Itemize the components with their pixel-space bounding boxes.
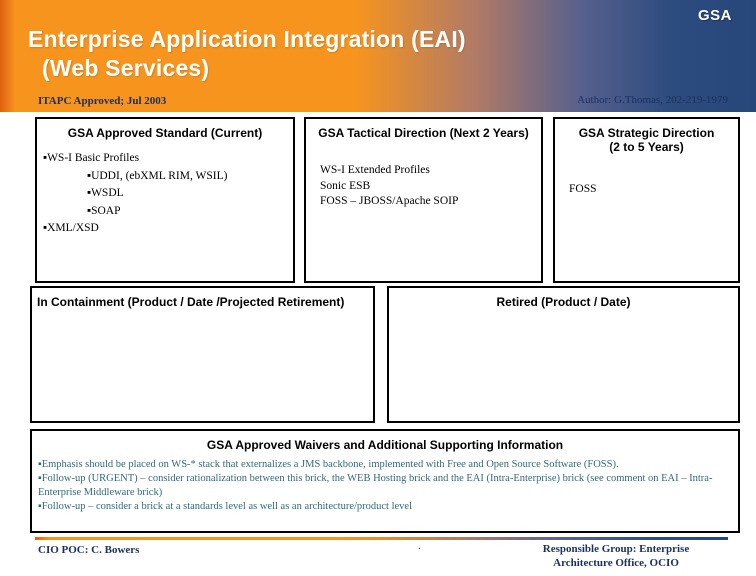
author-text: Author: G.Thomas, 202-219-1979: [577, 94, 728, 106]
list-item: ▪WSDL: [87, 187, 124, 199]
header-band: [0, 0, 756, 112]
strategic-title-line-1: GSA Strategic Direction: [578, 126, 715, 140]
list-item: ▪XML/XSD: [43, 222, 99, 234]
list-item: ▪WS-I Basic Profiles: [43, 152, 140, 164]
itapc-approved-text: ITAPC Approved; Jul 2003: [38, 95, 167, 107]
slide-title: [28, 25, 466, 83]
list-item: FOSS: [569, 183, 597, 195]
approved-standard-list: [43, 150, 289, 238]
list-item: ▪SOAP: [87, 204, 121, 217]
strategic-direction-list: [569, 182, 734, 198]
approved-standard-title: GSA Approved Standard (Current): [67, 126, 263, 140]
retired-title: Retired (Product / Date): [496, 295, 631, 309]
waivers-list: [38, 458, 730, 514]
cio-poc-text: CIO POC: C. Bowers: [38, 544, 140, 556]
approved-standard-box: [35, 117, 295, 283]
waivers-title: GSA Approved Waivers and Additional Supporting Information: [206, 438, 564, 452]
title-line-2: (Web Services): [42, 55, 210, 81]
strategic-title-line-2: (2 to 5 Years): [609, 140, 684, 154]
footer-divider: [35, 537, 728, 540]
list-item: ▪Follow-up – consider a brick at a standards level as well as an architecture/product level: [38, 501, 413, 512]
list-item: ▪Emphasis should be placed on WS-* stack that externalizes a JMS backbone, implemented with Free and Open Source Software (FOSS).: [38, 459, 619, 470]
responsible-group-line-1: Responsible Group: Enterprise: [542, 543, 690, 555]
title-line-1: Enterprise Application Integration (EAI): [28, 26, 466, 52]
strategic-direction-title: [555, 126, 738, 154]
list-item: FOSS – JBOSS/Apache SOIP: [320, 195, 459, 207]
containment-box: [30, 286, 375, 423]
containment-title: In Containment (Product / Date /Projected Retirement): [37, 295, 345, 309]
tactical-direction-title: GSA Tactical Direction (Next 2 Years): [318, 126, 529, 140]
tactical-direction-list: [320, 163, 537, 210]
gsa-logo: GSA: [697, 7, 732, 24]
list-item: ▪Follow-up (URGENT) – consider rationalization between this brick, the WEB Hosting brick and the EAI (Intra-Enterprise) brick (see comment on EAI – Intra-Enterprise Middleware brick): [38, 473, 713, 498]
list-item: ▪UDDI, (ebXML RIM, WSIL): [87, 169, 228, 182]
center-dot: .: [418, 540, 421, 552]
strategic-direction-box: [553, 117, 740, 283]
list-item: Sonic ESB: [320, 179, 371, 192]
waivers-box: [30, 429, 740, 533]
responsible-group-line-2: Architecture Office, OCIO: [553, 557, 679, 569]
responsible-group-text: [500, 542, 732, 570]
retired-box: [387, 286, 740, 423]
list-item: WS-I Extended Profiles: [320, 164, 430, 176]
tactical-direction-box: [304, 117, 543, 283]
